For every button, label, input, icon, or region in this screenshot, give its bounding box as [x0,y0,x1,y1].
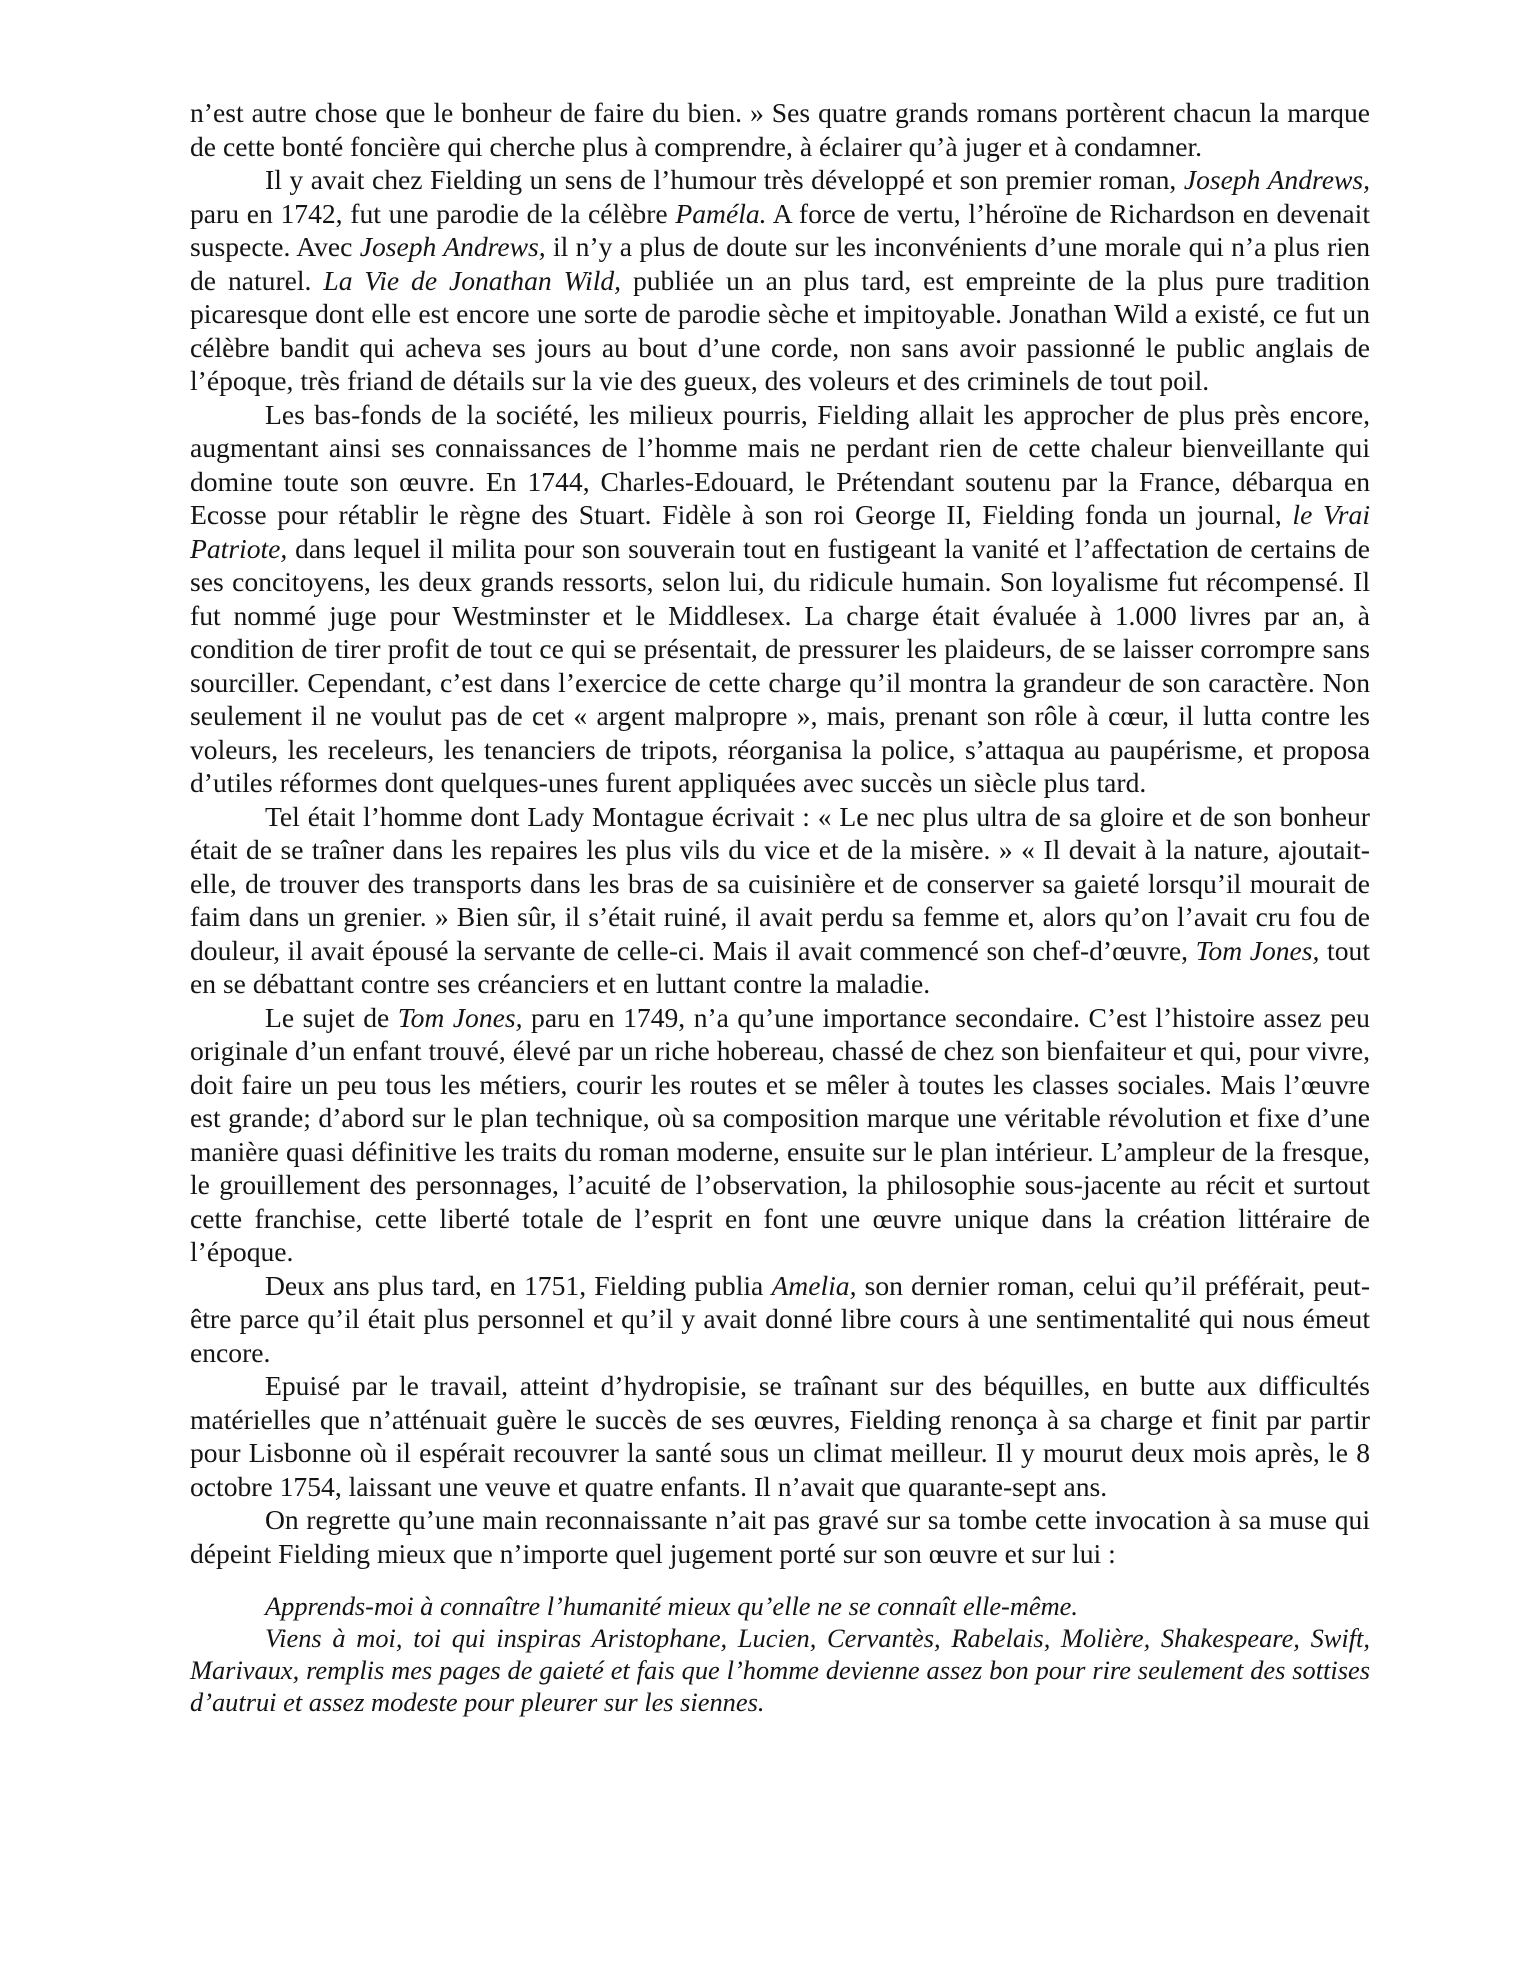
verse-line: Apprends-moi à connaître l’humanité mieux qu’elle ne se connaît elle-même. [265,1591,1078,1621]
text-run: A force de vertu, l’héroïne de Richardson en devenait suspecte. Avec [190,197,1370,262]
italic-title: Amelia, [771,1269,857,1301]
text-run: On regrette qu’une main reconnaissante n’ait pas gravé sur sa tombe cette invocation à sa muse qui dépeint Fielding mieux que n’importe quel jugement porté sur son œuvre et sur lui : [190,1504,1370,1569]
article-text [190,96,1370,1570]
verse-line: Viens à moi, toi qui inspiras Aristophane, Lucien, Cervantès, Rabelais, Molière, Shakespeare, Swift, Marivaux, remplis mes pages de gaieté et fais que l’homme devienne assez bon pour rire seulement des sottises d’autrui et assez modeste pour pleurer sur les siennes. [190,1623,1370,1717]
paragraph [190,163,1370,398]
text-run: Le sujet de [265,1001,398,1033]
text-run: dans lequel il milita pour son souverain tout en fustigeant la vanité et l’affectation de certains de ses concitoyens, les deux grands ressorts, selon lui, du ridicule humain. Son loyalisme fut récompensé. Il fut nommé juge pour Westminster et le Middlesex. La charge était évaluée à 1.000 livres par an, à condition de tirer profit de tout ce qui se présentait, de pressurer les plaideurs, de se laisser corrompre sans sourciller. Cependant, c’est dans l’exercice de cette charge qu’il montra la grandeur de son caractère. Non seulement il ne voulut pas de cet « argent malpropre », mais, prenant son rôle à cœur, il lutta contre les voleurs, les receleurs, les tenanciers de tripots, réorganisa la police, s’attaqua au paupérisme, et proposa d’utiles réformes dont quelques-unes furent appliquées avec succès un siècle plus tard. [190,532,1370,798]
text-run: paru en 1742, fut une parodie de la célèbre [190,197,676,229]
text-run: paru en 1749, n’a qu’une importance secondaire. C’est l’histoire assez peu originale d’un enfant trouvé, élevé par un riche hobereau, chassé de chez son bienfaiteur et qui, pour vivre, doit faire un peu tous les métiers, courir les routes et se mêler à toutes les classes sociales. Mais l’œuvre est grande; d’abord sur le plan technique, où sa composition marque une véritable révolution et fixe d’une manière quasi définitive les traits du roman moderne, ensuite sur le plan intérieur. L’ampleur de la fresque, le grouillement des personnages, l’acuité de l’observation, la philosophie sous-jacente au récit et surtout cette franchise, cette liberté totale de l’esprit en font une œuvre unique dans la création littéraire de l’époque. [190,1001,1370,1267]
paragraph [190,1503,1370,1570]
text-run: Epuisé par le travail, atteint d’hydropisie, se traînant sur des béquilles, en butte aux difficultés matérielles que n’atténuait guère le succès de ses œuvres, Fielding renonça à sa charge et finit par partir pour Lisbonne où il espérait recouvrer la santé sous un climat meilleur. Il y mourut deux mois après, le 8 octobre 1754, laissant une veuve et quatre enfants. Il n’avait que quarante-sept ans. [190,1370,1370,1502]
text-run: tout en se débattant contre ses créanciers et en luttant contre la maladie. [190,934,1370,999]
italic-title: Paméla. [675,197,767,229]
text-run: publiée un an plus tard, est empreinte de la plus pure tradition picaresque dont elle est encore une sorte de parodie sèche et impitoyable. Jonathan Wild a existé, ce fut un célèbre bandit qui acheva ses jours au bout d’une corde, non sans avoir passionné le public anglais de l’époque, très friand de détails sur la vie des gueux, des voleurs et des criminels de tout poil. [190,264,1370,396]
paragraph [190,1269,1370,1370]
italic-title: Tom Jones, [1195,934,1320,966]
italic-title: Tom Jones, [397,1001,523,1033]
paragraph [190,96,1370,163]
italic-title: le Vrai Patriote, [190,499,1370,564]
text-run: Deux ans plus tard, en 1751, Fielding publia [265,1269,772,1301]
text-run: Les bas-fonds de la société, les milieux pourris, Fielding allait les approcher de plus près encore, augmentant ainsi ses connaissances de l’homme mais ne perdant rien de cette chaleur bienveillante qui domine toute son œuvre. En 1744, Charles-Edouard, le Prétendant soutenu par la France, débarqua en Ecosse pour rétablir le règne des Stuart. Fidèle à son roi George II, Fielding fonda un journal, [190,398,1370,530]
verse-quotation [190,1590,1370,1718]
paragraph [190,398,1370,800]
italic-title: La Vie de Jonathan Wild, [323,264,622,296]
text-run: Tel était l’homme dont Lady Montague écrivait : « Le nec plus ultra de sa gloire et de son bonheur était de se traîner dans les repaires les plus vils du vice et de la misère. » « Il devait à la nature, ajoutait-elle, de trouver des transports dans les bras de sa cuisinière et de conserver sa gaieté lorsqu’il mourait de faim dans un grenier. » Bien sûr, il s’était ruiné, il avait perdu sa femme et, alors qu’on l’avait cru fou de douleur, il avait épousé la servante de celle-ci. Mais il avait commencé son chef-d’œuvre, [190,800,1370,966]
text-run: il n’y a plus de doute sur les inconvénients d’une morale qui n’a plus rien de naturel. [190,231,1371,296]
italic-title: Joseph Andrews, [1183,164,1370,195]
text-run: son dernier roman, celui qu’il préférait, peut-être parce qu’il était plus personnel et qu’il y avait donné libre cours à une sentimentalité qui nous émeut encore. [190,1269,1371,1368]
paragraph [190,800,1370,1001]
page-body [190,96,1370,1718]
text-run: Il y avait chez Fielding un sens de l’humour très développé et son premier roman, [265,164,1184,195]
paragraph [190,1001,1370,1269]
paragraph [190,1369,1370,1503]
text-run: n’est autre chose que le bonheur de faire du bien. » Ses quatre grands romans portèrent chacun la marque de cette bonté foncière qui cherche plus à comprendre, à éclairer qu’à juger et à condamner. [190,97,1370,162]
italic-title: Joseph Andrews, [359,231,546,262]
